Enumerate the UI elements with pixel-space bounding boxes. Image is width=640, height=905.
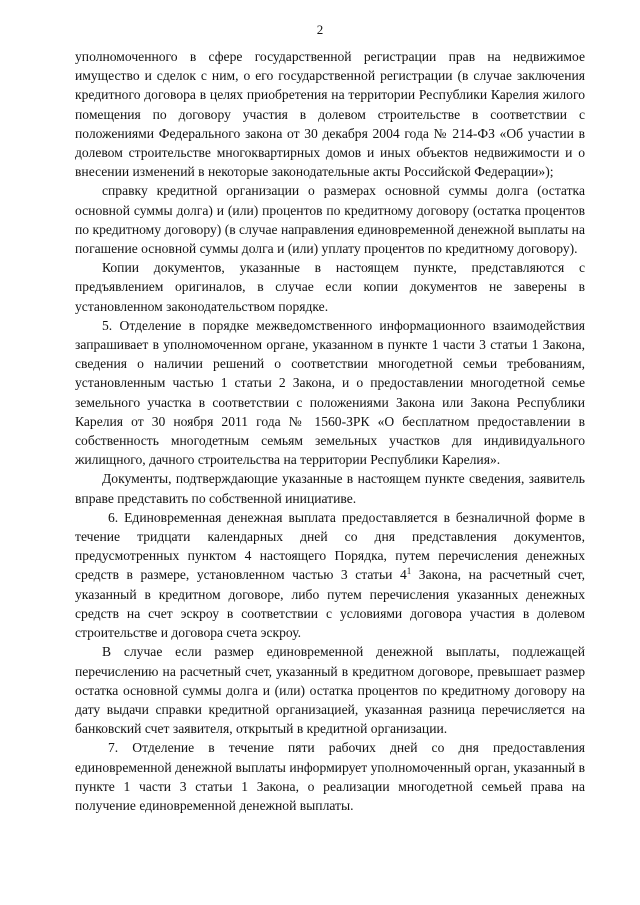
paragraph-bank-certificate: справку кредитной организации о размерах основной суммы долга (остатка основной суммы долга) и (или) процентов по кредитному договору (остатка процентов по кредитному договору) (в случае направления единовременной денежной выплаты на погашение основной суммы долга и (или) уплату процентов по кредитному договору).	[75, 183, 585, 257]
document-body	[75, 47, 585, 815]
paragraph-document-copies: Копии документов, указанные в настоящем пункте, представляются с предъявлением оригиналов, в случае если копии документов не заверены в установленном законодательством порядке.	[75, 260, 585, 314]
page-number: 2	[316, 22, 324, 37]
paragraph-excess-amount: В случае если размер единовременной денежной выплаты, подлежащей перечислению на расчетный счет, указанный в кредитном договоре, превышает размер остатка основной суммы долга и (или) остатка процентов по кредитному договору на дату выдачи справки кредитной организацией, указанная разница перечисляется на банковский счет заявителя, открытый в кредитной организации.	[75, 644, 585, 737]
paragraph-supporting-documents: Документы, подтверждающие указанные в настоящем пункте сведения, заявитель вправе представить по собственной инициативе.	[75, 471, 585, 506]
paragraph-item-6-text-after: Закона, на расчетный счет, указанный в кредитном договоре, либо путем перечисления указанных денежных средств на счет эскроу в соответствии с условиями договора участия в долевом строительстве и договора счета эскроу.	[75, 567, 585, 641]
paragraph-registration-continuation: уполномоченного в сфере государственной регистрации прав на недвижимое имущество и сделок с ним, о его государственной регистрации (в случае заключения кредитного договора в целях приобретения на территории Республики Карелия жилого помещения по договору участия в долевом строительстве в соответствии с положениями Федерального закона от 30 декабря 2004 года № 214-ФЗ «Об участии в долевом строительстве многоквартирных домов и иных объектов недвижимости и о внесении изменений в некоторые законодательные акты Российской Федерации»);	[75, 49, 585, 180]
paragraph-item-6-text-before: 6. Единовременная денежная выплата предоставляется в безналичной форме в течение тридцати календарных дней со дня представления документов, предусмотренных пунктом 4 настоящего Порядка, путем перечисления денежных средств в размере, установленном частью 3 статьи 4	[75, 509, 585, 583]
article-superscript: 1	[406, 566, 412, 577]
paragraph-item-6	[75, 508, 585, 642]
paragraph-item-7: 7. Отделение в течение пяти рабочих дней со дня предоставления единовременной денежной выплаты информирует уполномоченный орган, указанный в пункте 1 части 3 статьи 1 Закона, о реализации многодетной семьей права на получение единовременной денежной выплаты.	[75, 740, 585, 813]
paragraph-item-5: 5. Отделение в порядке межведомственного информационного взаимодействия запрашивает в уполномоченном органе, указанном в пункте 1 части 3 статьи 1 Закона, сведения о наличии решений о соответствии многодетной семьи требованиям, установленным частью 1 статьи 2 Закона, и о предоставлении многодетной семье земельного участка в соответствии с положениями Закона или Закона Республики Карелия от 30 ноября 2011 года № 1560-ЗРК «О бесплатном предоставлении в собственность многодетным семьям земельных участков для индивидуального жилищного, дачного строительства на территории Республики Карелия».	[75, 317, 585, 468]
